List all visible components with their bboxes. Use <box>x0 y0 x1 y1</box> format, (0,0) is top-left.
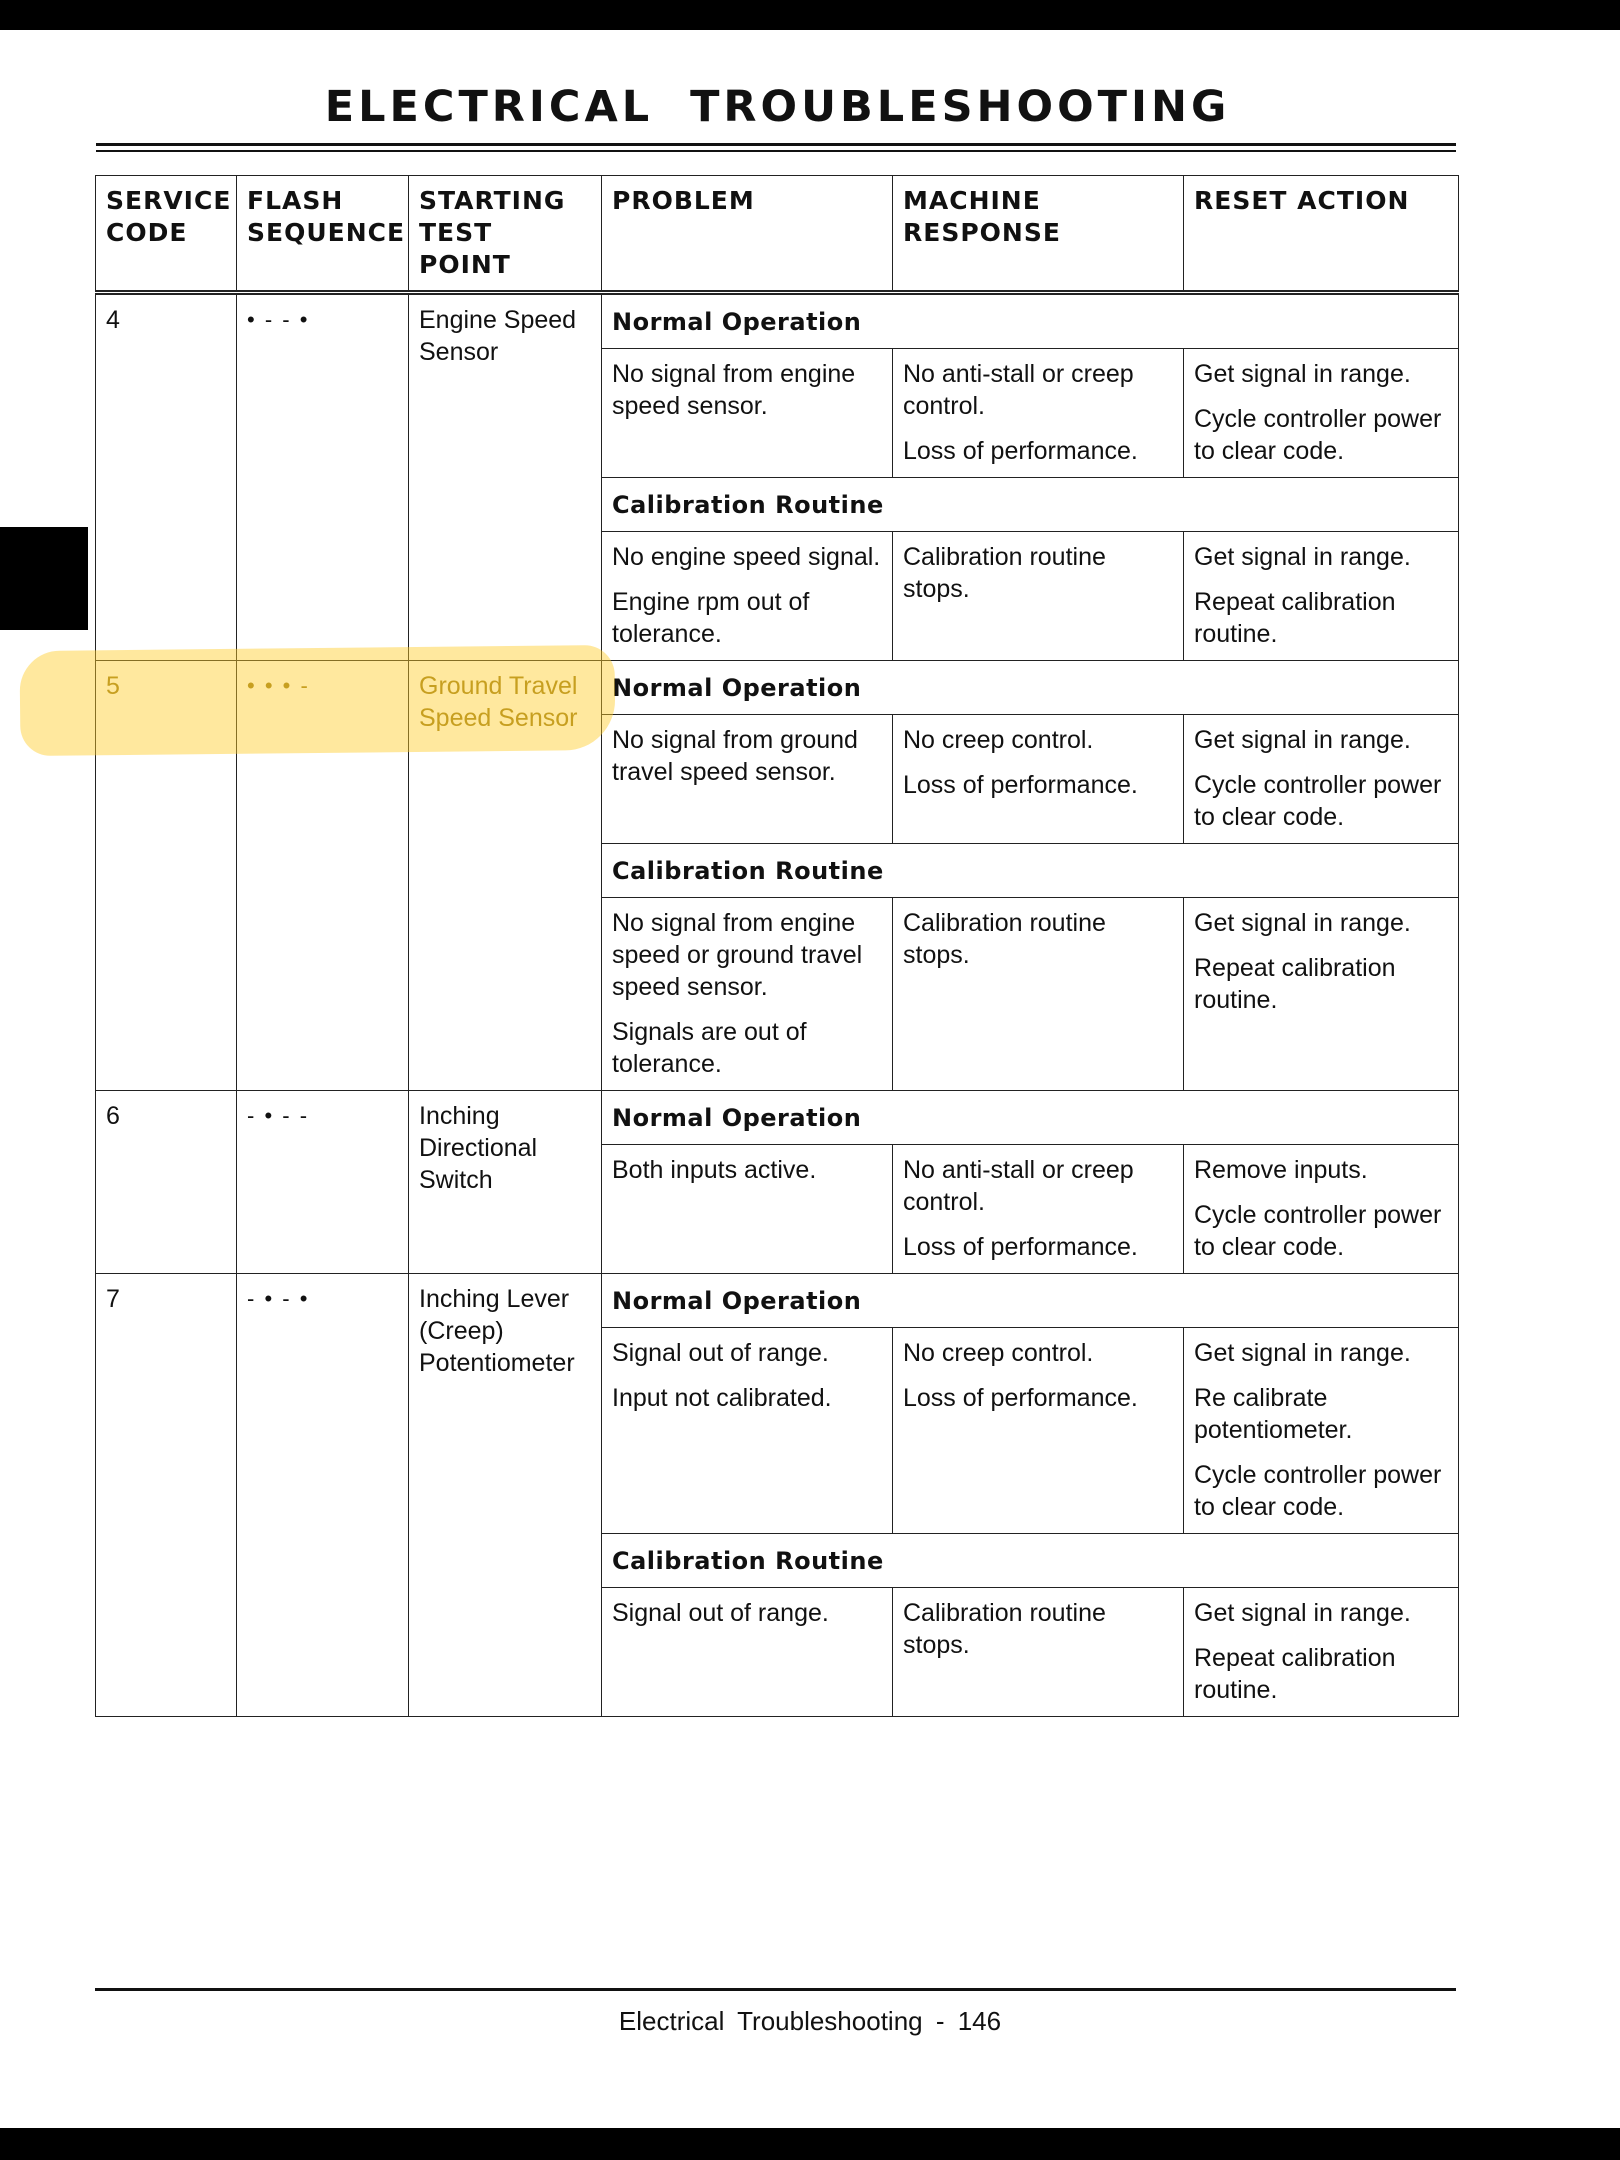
reset-action-cell <box>1184 1328 1459 1534</box>
starting-test-point <box>409 661 602 1091</box>
section-heading: Calibration Routine <box>602 844 1459 898</box>
text-line: Ground Travel <box>419 672 578 700</box>
reset-action-cell <box>1184 532 1459 661</box>
problem-text: Both inputs active. <box>612 1156 817 1184</box>
reset-text: Cycle controller power to clear code. <box>1194 1461 1442 1521</box>
problem-text: No signal from engine speed or ground travel speed sensor. <box>612 909 863 1001</box>
starting-test-point <box>409 293 602 661</box>
text-line: Switch <box>419 1166 493 1194</box>
problem-cell <box>602 1328 893 1534</box>
reset-text: Cycle controller power to clear code. <box>1194 1201 1442 1261</box>
response-text: Calibration routine stops. <box>903 543 1106 603</box>
text-line: Directional <box>419 1134 538 1162</box>
text-line: Inching <box>419 1102 500 1130</box>
response-text: No creep control. <box>903 1339 1094 1367</box>
text-line: Speed Sensor <box>419 704 578 732</box>
section-heading: Calibration Routine <box>602 478 1459 532</box>
reset-text: Re calibrate potentiometer. <box>1194 1384 1353 1444</box>
page-footer: Electrical Troubleshooting - 146 <box>618 2006 1002 2036</box>
reset-text: Get signal in range. <box>1194 1599 1411 1627</box>
response-text: Loss of performance. <box>903 1233 1138 1261</box>
section-heading: Normal Operation <box>602 661 1459 715</box>
reset-text: Repeat calibration routine. <box>1194 1644 1396 1704</box>
section-heading: Calibration Routine <box>602 1534 1459 1588</box>
problem-text: Signals are out of tolerance. <box>612 1018 807 1078</box>
flash-sequence: • • • - <box>237 661 409 1091</box>
problem-cell <box>602 1588 893 1717</box>
response-text: Calibration routine stops. <box>903 909 1106 969</box>
response-text: Calibration routine stops. <box>903 1599 1106 1659</box>
top-bar <box>0 0 1620 30</box>
machine-response-cell <box>893 898 1184 1091</box>
machine-response-cell <box>893 532 1184 661</box>
section-heading: Normal Operation <box>602 1274 1459 1328</box>
problem-text: No signal from engine speed sensor. <box>612 360 856 420</box>
section-heading-row <box>96 1091 1459 1145</box>
response-text: Loss of performance. <box>903 1384 1138 1412</box>
starting-test-point <box>409 1091 602 1274</box>
response-text: Loss of performance. <box>903 771 1138 799</box>
response-text: No anti-stall or creep control. <box>903 1156 1134 1216</box>
service-code: 7 <box>96 1274 237 1717</box>
problem-text: No signal from ground travel speed sensor. <box>612 726 858 786</box>
reset-action-cell <box>1184 349 1459 478</box>
flash-sequence: - • - - <box>237 1091 409 1274</box>
page-title: ELECTRICAL TROUBLESHOOTING <box>324 82 1231 132</box>
header-starting-test-point: STARTING TEST POINT <box>409 176 602 293</box>
problem-cell <box>602 349 893 478</box>
reset-text: Cycle controller power to clear code. <box>1194 405 1442 465</box>
reset-action-cell <box>1184 1588 1459 1717</box>
machine-response-cell <box>893 349 1184 478</box>
service-code: 5 <box>96 661 237 1091</box>
machine-response-cell <box>893 1328 1184 1534</box>
reset-action-cell <box>1184 715 1459 844</box>
reset-text: Repeat calibration routine. <box>1194 954 1396 1014</box>
flash-sequence: - • - • <box>237 1274 409 1717</box>
header-service-code: SERVICE CODE <box>96 176 237 293</box>
machine-response-cell <box>893 715 1184 844</box>
machine-response-cell <box>893 1588 1184 1717</box>
reset-text: Get signal in range. <box>1194 1339 1411 1367</box>
starting-test-point <box>409 1274 602 1717</box>
header-flash-sequence: FLASH SEQUENCE <box>237 176 409 293</box>
title-rule <box>96 143 1456 146</box>
reset-text: Get signal in range. <box>1194 726 1411 754</box>
section-tab-marker <box>0 527 88 630</box>
text-line: Sensor <box>419 338 499 366</box>
problem-cell <box>602 715 893 844</box>
machine-response-cell <box>893 1145 1184 1274</box>
header-machine-response: MACHINE RESPONSE <box>893 176 1184 293</box>
title-rule <box>96 150 1456 152</box>
reset-text: Get signal in range. <box>1194 360 1411 388</box>
problem-text: No engine speed signal. <box>612 543 881 571</box>
bottom-bar <box>0 2128 1620 2160</box>
reset-text: Remove inputs. <box>1194 1156 1368 1184</box>
reset-text: Get signal in range. <box>1194 543 1411 571</box>
flash-sequence: • - - • <box>237 293 409 661</box>
problem-text: Input not calibrated. <box>612 1384 832 1412</box>
problem-cell <box>602 1145 893 1274</box>
service-code: 4 <box>96 293 237 661</box>
problem-cell <box>602 532 893 661</box>
section-heading: Normal Operation <box>602 1091 1459 1145</box>
section-heading-row <box>96 293 1459 349</box>
problem-text: Signal out of range. <box>612 1599 829 1627</box>
text-line: Potentiometer <box>419 1349 575 1377</box>
problem-cell <box>602 898 893 1091</box>
text-line: Engine Speed <box>419 306 577 334</box>
reset-text: Get signal in range. <box>1194 909 1411 937</box>
response-text: Loss of performance. <box>903 437 1138 465</box>
reset-text: Repeat calibration routine. <box>1194 588 1396 648</box>
section-heading-row <box>96 1274 1459 1328</box>
section-heading-row <box>96 661 1459 715</box>
problem-text: Engine rpm out of tolerance. <box>612 588 810 648</box>
text-line: (Creep) <box>419 1317 504 1345</box>
problem-text: Signal out of range. <box>612 1339 829 1367</box>
footer-rule <box>95 1988 1456 1991</box>
service-code: 6 <box>96 1091 237 1274</box>
response-text: No creep control. <box>903 726 1094 754</box>
header-reset-action: RESET ACTION <box>1184 176 1459 293</box>
response-text: No anti-stall or creep control. <box>903 360 1134 420</box>
reset-text: Cycle controller power to clear code. <box>1194 771 1442 831</box>
section-heading: Normal Operation <box>602 293 1459 349</box>
header-row <box>96 176 1459 293</box>
header-problem: PROBLEM <box>602 176 893 293</box>
troubleshooting-table <box>95 175 1459 1717</box>
reset-action-cell <box>1184 1145 1459 1274</box>
reset-action-cell <box>1184 898 1459 1091</box>
text-line: Inching Lever <box>419 1285 570 1313</box>
